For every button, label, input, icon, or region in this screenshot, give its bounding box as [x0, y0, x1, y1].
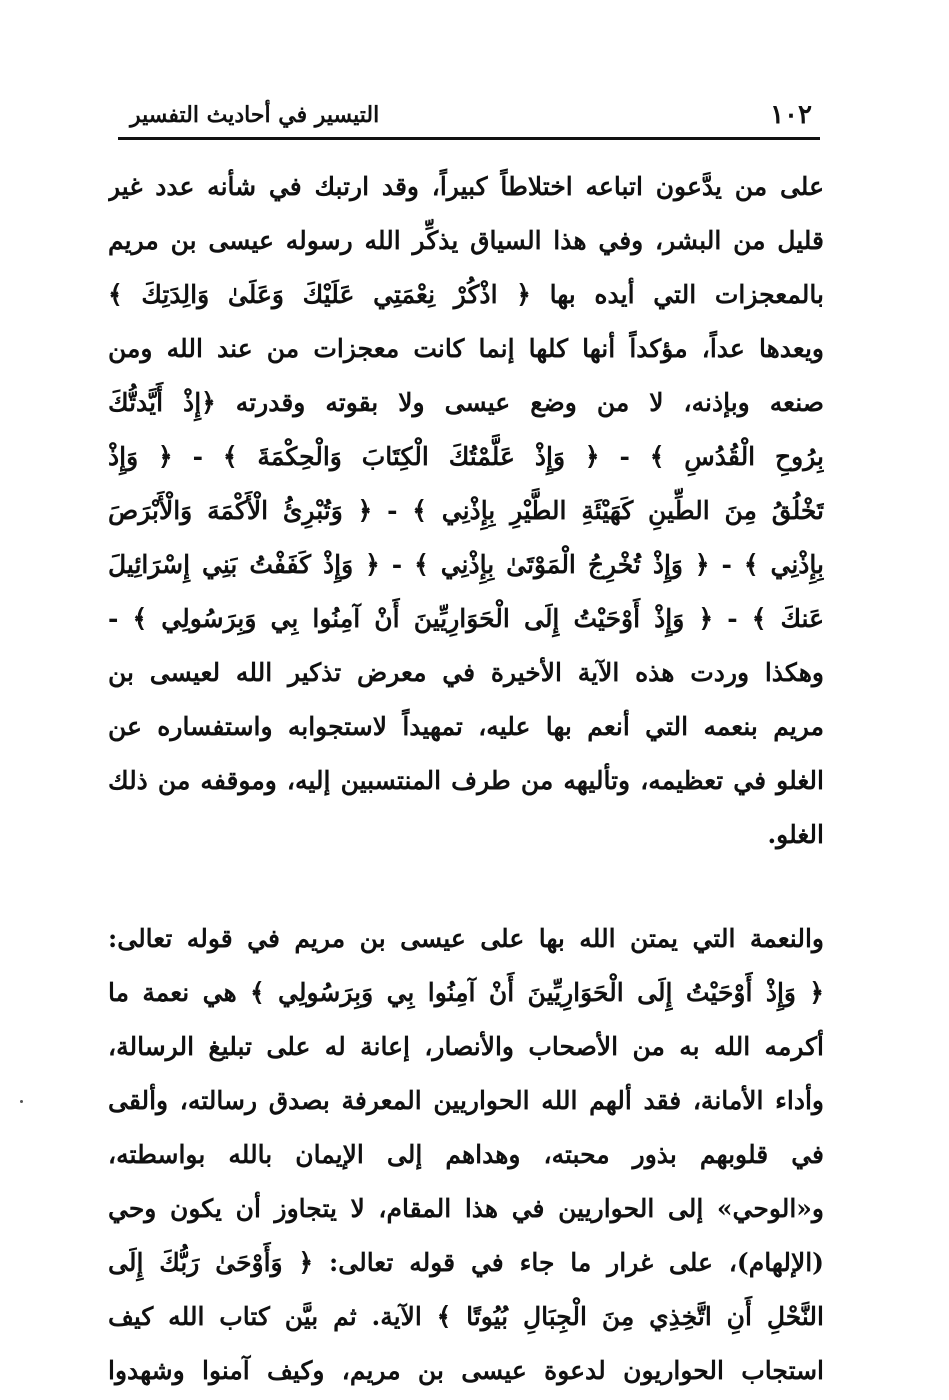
text-line: وهكذا وردت هذه الآية الأخيرة في معرض تذكير الله لعيسى بن — [108, 658, 824, 687]
text-line: بالمعجزات التي أيده بها ﴿ اذْكُرْ نِعْمَتِي عَلَيْكَ وَعَلَىٰ وَالِدَتِكَ ﴾ — [108, 280, 824, 309]
header-rule — [118, 137, 820, 140]
text-line: تَخْلُقُ مِنَ الطِّينِ كَهَيْئَةِ الطَّيْرِ بِإِذْنِي ﴾ - ﴿ وَتُبْرِئُ الْأَكْمَهَ وَالْأَبْرَصَ — [108, 496, 824, 525]
text-line: ﴿ وَإِذْ أَوْحَيْتُ إِلَى الْحَوَارِيِّينَ أَنْ آمِنُوا بِي وَبِرَسُولِي ﴾ هي نعمة ما — [108, 978, 824, 1007]
text-line: بِرُوحِ الْقُدُسِ ﴾ - ﴿ وَإِذْ عَلَّمْتُكَ الْكِتَابَ وَالْحِكْمَةَ ﴾ - ﴿ وَإِذْ — [108, 442, 824, 471]
text-line: بِإِذْنِي ﴾ - ﴿ وَإِذْ تُخْرِجُ الْمَوْتَىٰ بِإِذْنِي ﴾ - ﴿ وَإِذْ كَفَفْتُ بَنِي إِسْرَائِيلَ — [108, 550, 824, 579]
text-line: استجاب الحواريون لدعوة عيسى بن مريم، وكيف آمنوا وشهدوا — [108, 1356, 824, 1385]
text-line: عَنكَ ﴾ - ﴿ وَإِذْ أَوْحَيْتُ إِلَى الْحَوَارِيِّينَ أَنْ آمِنُوا بِي وَبِرَسُولِي ﴾ - — [108, 604, 824, 633]
text-line: أكرمه الله به من الأصحاب والأنصار، إعانة له على تبليغ الرسالة، — [108, 1032, 824, 1061]
text-line: قليل من البشر، وفي هذا السياق يذكِّر الله رسوله عيسى بن مريم — [108, 226, 824, 255]
running-header — [118, 98, 820, 140]
paragraph-gap — [108, 862, 824, 912]
text-line: الغلو في تعظيمه، وتأليهه من طرف المنتسبين إليه، وموقفه من ذلك — [108, 766, 824, 795]
text-line: مريم بنعمه التي أنعم بها عليه، تمهيداً لاستجوابه واستفساره عن — [108, 712, 824, 741]
text-line: النَّحْلِ أَنِ اتَّخِذِي مِنَ الْجِبَالِ بُيُوتًا ﴾ الآية. ثم بيَّن كتاب الله كيف — [108, 1302, 824, 1331]
text-line: ويعدها عداً، مؤكداً أنها كلها إنما كانت معجزات من عند الله ومن — [108, 334, 824, 363]
text-line: وأداء الأمانة، فقد ألهم الله الحواريين المعرفة بصدق رسالته، وألقى — [108, 1086, 824, 1115]
text-line: الغلو. — [767, 820, 824, 849]
text-line: والنعمة التي يمتن الله بها على عيسى بن مريم في قوله تعالى: — [108, 924, 824, 953]
text-line: على من يدَّعون اتباعه اختلاطاً كبيراً، وقد ارتبك في شأنه عدد غير — [108, 172, 824, 201]
body-text — [108, 160, 824, 1398]
text-line: في قلوبهم بذور محبته، وهداهم إلى الإيمان بالله بواسطته، — [108, 1140, 824, 1169]
text-line: و«الوحي» إلى الحواريين في هذا المقام، لا يتجاوز أن يكون وحي — [108, 1194, 824, 1223]
page-number: ١٠٢ — [770, 100, 812, 130]
running-title: التيسير في أحاديث التفسير — [130, 102, 380, 128]
scan-speck — [20, 1100, 23, 1103]
text-line: (الإلهام)، على غرار ما جاء في قوله تعالى: ﴿ وَأَوْحَىٰ رَبُّكَ إِلَى — [108, 1248, 824, 1277]
text-line: صنعه وبإذنه، لا من وضع عيسى ولا بقوته وقدرته ﴿إِذْ أَيَّدتُّكَ — [108, 388, 824, 417]
